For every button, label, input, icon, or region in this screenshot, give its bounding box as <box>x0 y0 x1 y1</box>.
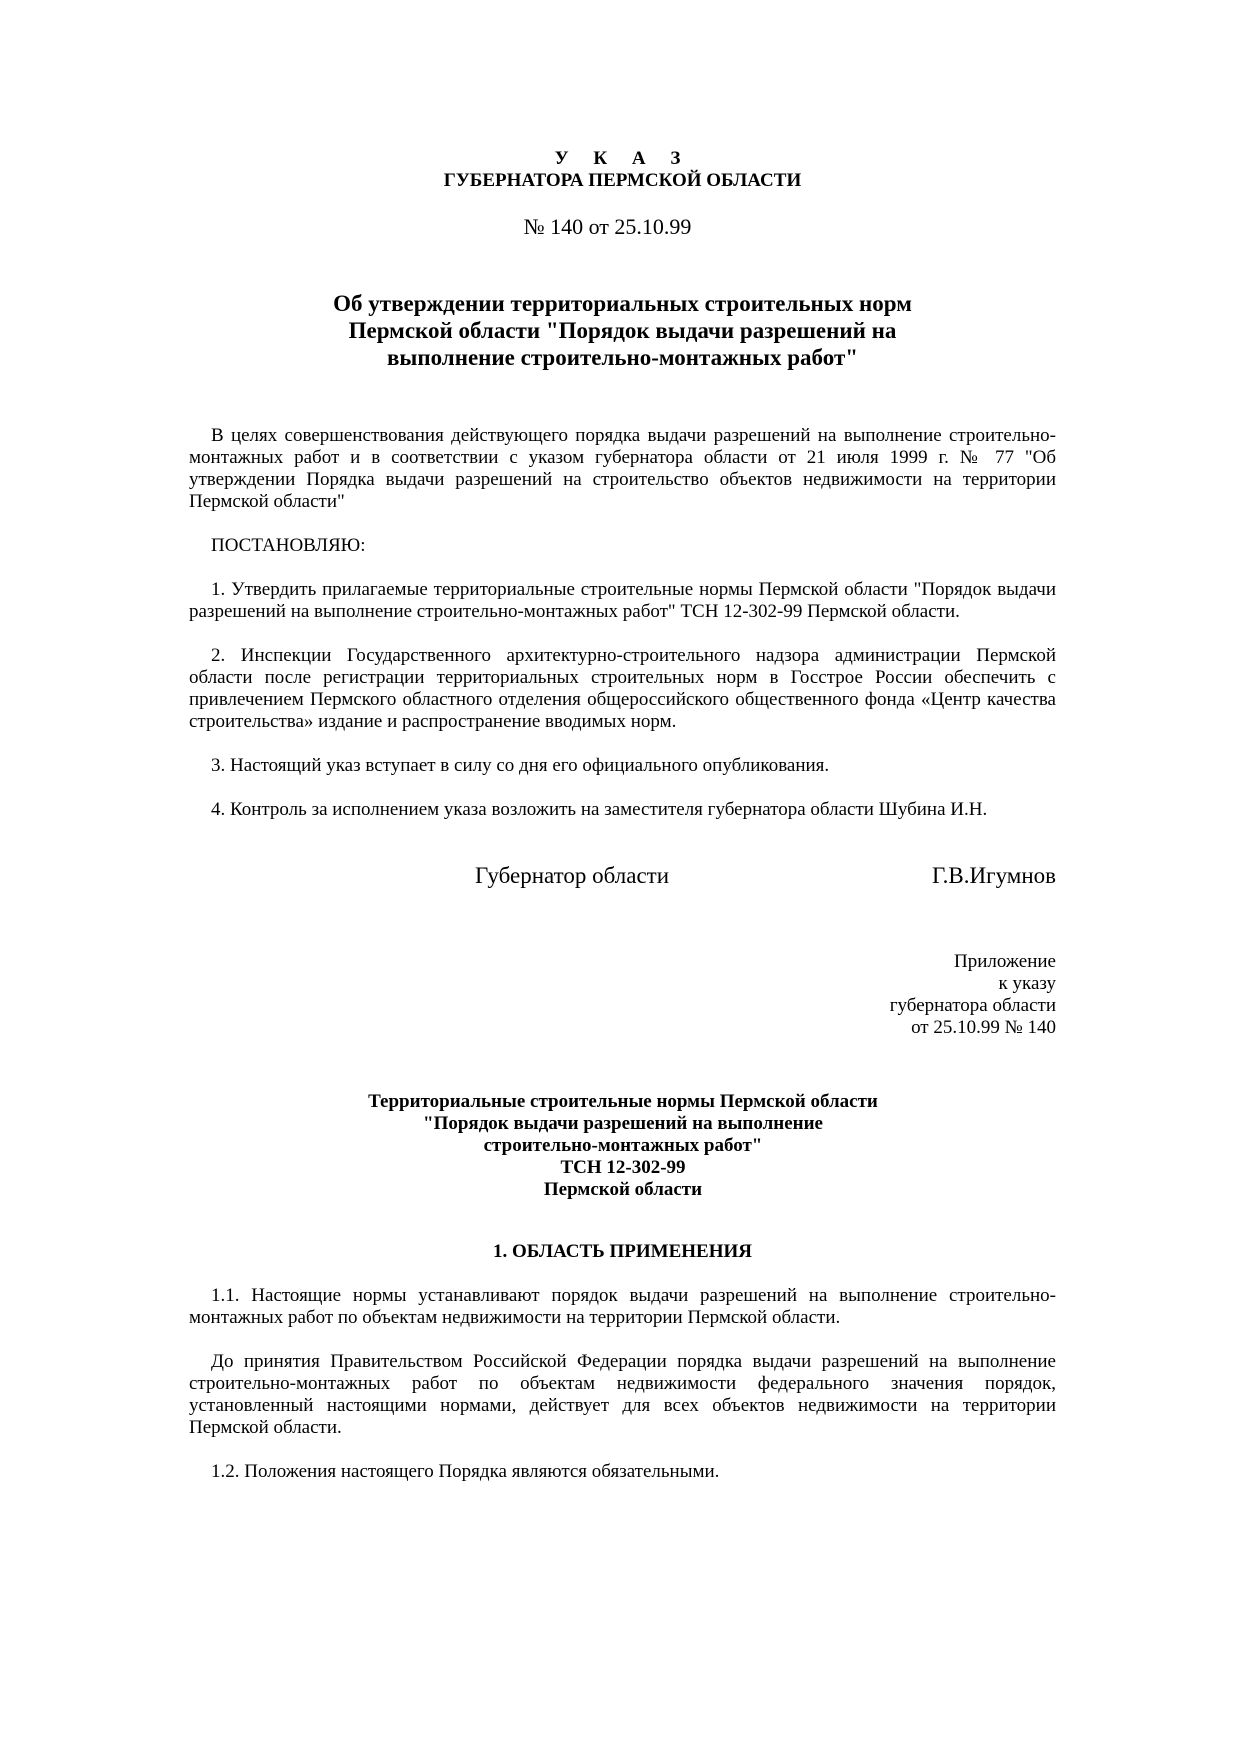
signature-block <box>189 863 1056 893</box>
section-body <box>189 1285 1056 1483</box>
norms-title-line: ТСН 12-302-99 <box>560 1157 686 1178</box>
document-page <box>189 148 1056 1483</box>
appendix-line: губернатора области <box>889 995 1056 1016</box>
section-heading: 1. ОБЛАСТЬ ПРИМЕНЕНИЯ <box>492 1241 752 1262</box>
decree-issuer: ГУБЕРНАТОРА ПЕРМСКОЙ ОБЛАСТИ <box>443 170 802 191</box>
decree-item: 3. Настоящий указ вступает в силу со дня его официального опубликования. <box>211 755 830 776</box>
signatory-post: Губернатор области <box>475 863 670 888</box>
decree-word: У К А З <box>554 148 691 169</box>
subject-line: Пермской области "Порядок выдачи разрешений на <box>348 318 897 343</box>
section-paragraph: 1.2. Положения настоящего Порядка являются обязательными. <box>211 1461 720 1482</box>
signatory-name: Г.В.Игумнов <box>931 863 1056 888</box>
norms-title <box>189 1091 1056 1201</box>
appendix-line: от 25.10.99 № 140 <box>911 1017 1056 1038</box>
appendix-line: к указу <box>998 973 1056 994</box>
subject-line: выполнение строительно-монтажных работ" <box>386 345 859 370</box>
section-paragraph: До принятия Правительством Российской Федерации порядка выдачи разрешений на выполнение строительно-монтажных работ по объектам недвижимости федерального значения порядок, установленный настоящими нормами, действует для всех объектов недвижимости на территории Пермской области. <box>189 1351 1056 1438</box>
resolve-word: ПОСТАНОВЛЯЮ: <box>211 535 366 556</box>
norms-title-line: Пермской области <box>543 1179 703 1200</box>
decree-item: 1. Утвердить прилагаемые территориальные строительные нормы Пермской области "Порядок выдачи разрешений на выполнение строительно-монтажных работ" ТСН 12-302-99 Пермской области. <box>189 579 1056 622</box>
decree-item: 4. Контроль за исполнением указа возложить на заместителя губернатора области Шубина И.Н. <box>211 799 988 820</box>
decree-body <box>189 425 1056 821</box>
norms-title-line: Территориальные строительные нормы Пермской области <box>368 1091 878 1112</box>
decree-header <box>189 148 1056 240</box>
decree-item: 2. Инспекции Государственного архитектурно-строительного надзора администрации Пермской области после регистрации территориальных строительных норм в Госстрое России обеспечить с привлечением Пермского областного отделения общероссийского общественного фонда «Центр качества строительства» издание и распространение вводимых норм. <box>189 645 1056 732</box>
norms-title-line: строительно-монтажных работ" <box>483 1135 763 1156</box>
appendix-note <box>189 951 1056 1039</box>
decree-subject <box>189 290 1056 371</box>
section-paragraph: 1.1. Настоящие нормы устанавливают порядок выдачи разрешений на выполнение строительно-монтажных работ по объектам недвижимости на территории Пермской области. <box>189 1285 1056 1328</box>
norms-title-line: "Порядок выдачи разрешений на выполнение <box>423 1113 823 1134</box>
appendix-line: Приложение <box>954 951 1056 972</box>
preamble-paragraph: В целях совершенствования действующего порядка выдачи разрешений на выполнение строительно-монтажных работ и в соответствии с указом губернатора области от 21 июля 1999 г. № 77 "Об утверждении Порядка выдачи разрешений на строительство объектов недвижимости на территории Пермской области" <box>189 425 1056 512</box>
subject-line: Об утверждении территориальных строительных норм <box>333 291 912 316</box>
decree-number: № 140 от 25.10.99 <box>523 214 692 239</box>
